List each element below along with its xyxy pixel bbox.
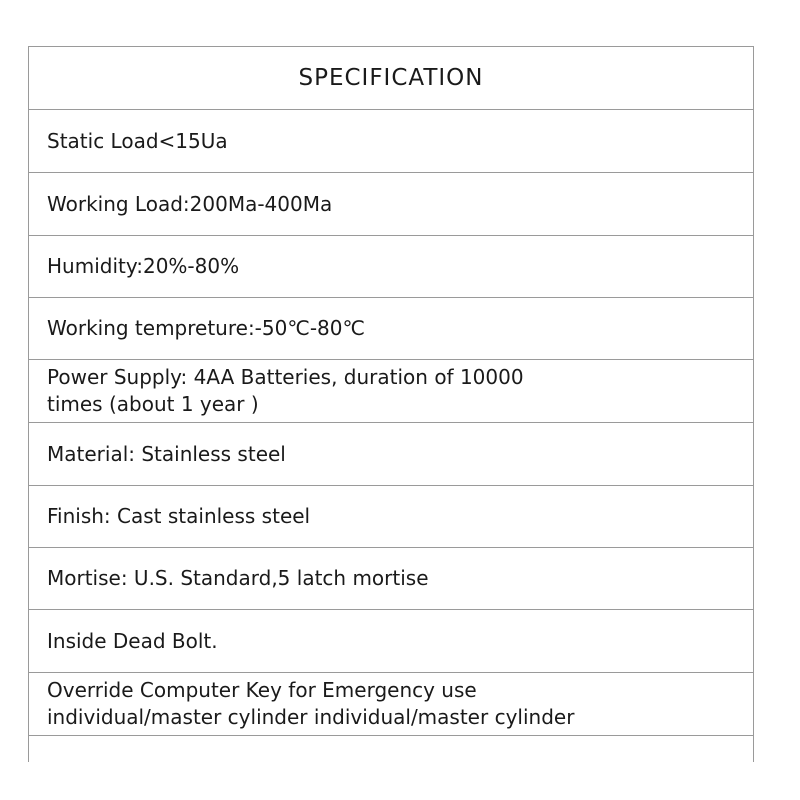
spec-row-override-key xyxy=(29,673,753,736)
spec-row-dead-bolt xyxy=(29,610,753,673)
spec-text xyxy=(29,441,286,468)
spec-line: Power Supply: 4AA Batteries, duration of 10000 xyxy=(47,365,524,389)
spec-line: Override Computer Key for Emergency use xyxy=(47,678,477,702)
spec-text xyxy=(29,503,310,530)
spec-line: Material: Stainless steel xyxy=(47,441,286,466)
spec-row-finish xyxy=(29,486,753,548)
spec-row-temperature xyxy=(29,298,753,360)
spec-text xyxy=(29,128,228,155)
table-title: SPECIFICATION xyxy=(298,65,484,91)
spec-text xyxy=(29,191,332,218)
spec-text xyxy=(29,628,218,655)
spec-line: times (about 1 year ) xyxy=(47,392,259,416)
spec-line: Inside Dead Bolt. xyxy=(47,628,218,653)
spec-row-power-supply xyxy=(29,360,753,423)
spec-line: Mortise: U.S. Standard,5 latch mortise xyxy=(47,566,429,590)
spec-text xyxy=(29,253,239,280)
spec-line: Humidity:20%-80% xyxy=(47,254,240,278)
spec-line: Working Load:200Ma-400Ma xyxy=(47,191,333,216)
spec-row-mortise xyxy=(29,548,753,610)
spec-text xyxy=(29,565,429,592)
spec-text xyxy=(29,315,365,342)
spec-line: Static Load<15Ua xyxy=(47,128,228,153)
spec-row-working-load xyxy=(29,173,753,236)
spec-line: Finish: Cast stainless steel xyxy=(47,504,311,528)
spec-text xyxy=(29,364,524,418)
spec-row-humidity xyxy=(29,236,753,298)
specification-table xyxy=(28,46,754,762)
table-title-row xyxy=(29,47,753,110)
spec-row-material xyxy=(29,423,753,486)
spec-row-static-load xyxy=(29,110,753,173)
empty-row xyxy=(29,736,753,763)
spec-line: Working tempreture:-50℃-80℃ xyxy=(47,316,365,340)
spec-text xyxy=(29,677,574,731)
spec-line: individual/master cylinder individual/master cylinder xyxy=(47,705,575,729)
